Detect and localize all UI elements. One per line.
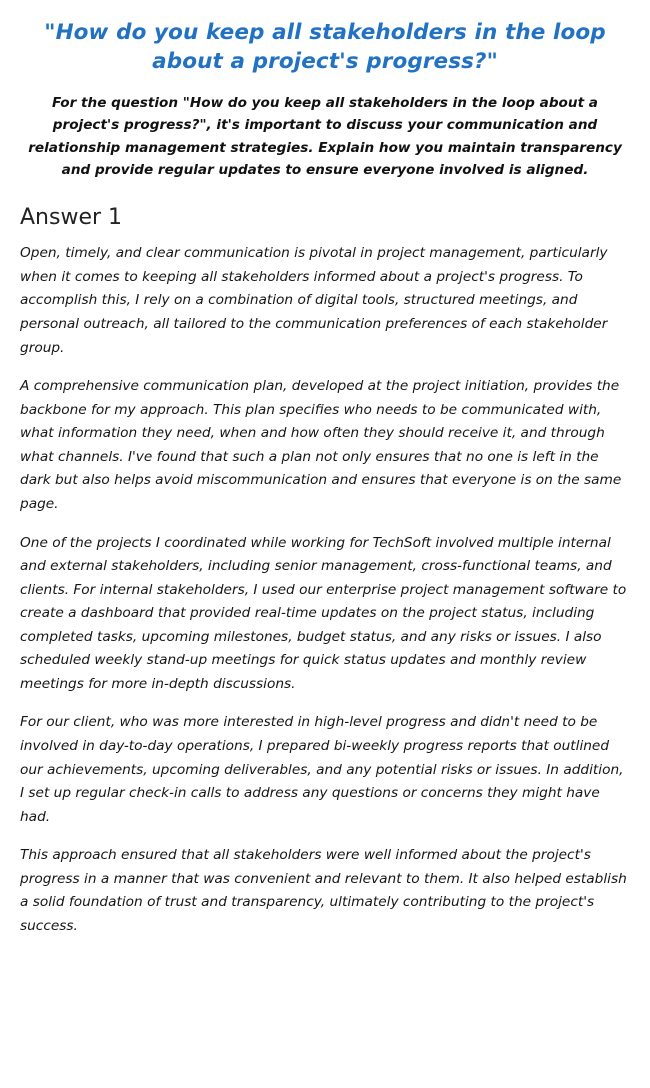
answer-paragraph: One of the projects I coordinated while working for TechSoft involved multiple internal and external stakeholders, including senior management, cross-functional teams, and clients. For internal stakeholders, I used our enterprise project management software to create a dashboard that provided real-time updates on the project status, including completed tasks, upcoming milestones, budget status, and any risks or issues. I also scheduled weekly stand-up meetings for quick status updates and monthly review meetings for more in-depth discussions. (20, 534, 627, 692)
question-guidance-text: For the question "How do you keep all stakeholders in the loop about a project's progress?", it's important to discuss your communication and relationship management strategies. Explain how you maintain transparency and provide regular updates to ensure everyone involved is aligned. (28, 95, 622, 179)
answer-paragraph: For our client, who was more interested in high-level progress and didn't need to be involved in day-to-day operations, I prepared bi-weekly progress reports that outlined our achievements, upcoming deliverables, and any potential risks or issues. In addition, I set up regular check-in calls to address any questions or concerns they might have had. (20, 714, 624, 825)
answer-body (20, 242, 630, 938)
answer-paragraph: A comprehensive communication plan, developed at the project initiation, provides the backbone for my approach. This plan specifies who needs to be communicated with, what information they need, when and how often they should receive it, and through what channels. I've found that such a plan not only ensures that no one is left in the dark but also helps avoid miscommunication and ensures that everyone is on the same page. (20, 378, 622, 512)
answer-heading: Answer 1 (20, 204, 123, 230)
answer-paragraph: This approach ensured that all stakeholders were well informed about the project's progress in a manner that was convenient and relevant to them. It also helped establish a solid foundation of trust and transparency, ultimately contributing to the project's success. (20, 847, 627, 934)
answer-paragraph: Open, timely, and clear communication is pivotal in project management, particularly when it comes to keeping all stakeholders informed about a project's progress. To accomplish this, I rely on a combination of digital tools, structured meetings, and personal outreach, all tailored to the communication preferences of each stakeholder group. (20, 245, 608, 356)
page-title: "How do you keep all stakeholders in the loop about a project's progress?" (44, 20, 606, 75)
